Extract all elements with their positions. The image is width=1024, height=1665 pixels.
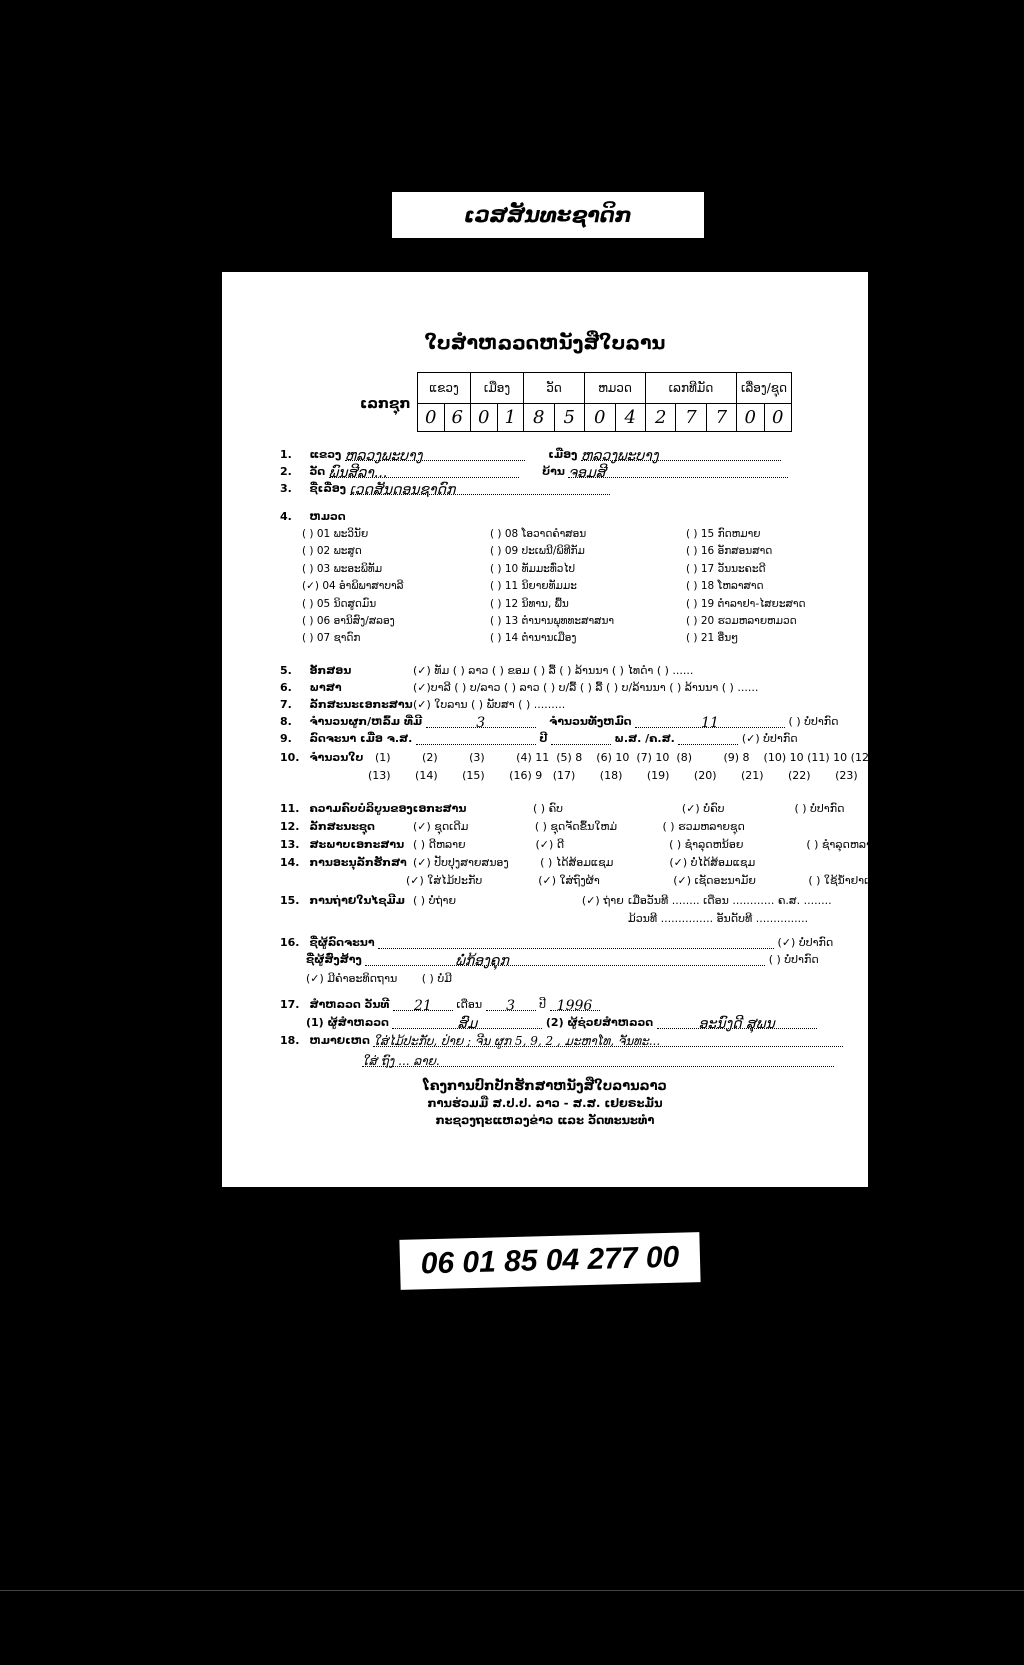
category-option: ( ) 08 ໂອວາດຄຳສອນ [490, 528, 587, 540]
field-number: 3. [280, 482, 292, 495]
form-footer [222, 1078, 868, 1129]
field-label: ສຳຫລວດ ວັນທີ [309, 998, 390, 1011]
category-option: ( ) 16 ອັກສອນສາດ [686, 545, 773, 558]
script-options: (✓) ທັມ ( ) ລາວ ( ) ຂອມ ( ) ລື້ ( ) ລ້ານນາ ( ) ໄທດຳ ( ) ...... [413, 664, 694, 677]
preservation-options-2: (✓) ໃສ່ໄມ້ປະກັບ (✓) ໃສ່ຖົງຜ້າ (✓) ເຊັດອະນາມັຍ ( ) ໃຊ້ນ້ຳຢາເຄມີ [406, 874, 884, 887]
category-option: ( ) 11 ນິຍາຍທັມມະ [490, 580, 577, 593]
prayer-options: (✓) ມີຄຳອະທິດຖານ ( ) ບໍ່ມີ [306, 972, 452, 985]
field-value-line [416, 732, 536, 745]
code-header-cell: ຫມວດ [585, 373, 646, 404]
field-temple [280, 465, 788, 481]
field-label: ສະພາບເອກະສານ [309, 838, 405, 851]
field-label: ເດືອນ [456, 998, 483, 1011]
field-number: 17. [280, 998, 300, 1011]
document-title-card: ເວສສັນທະຊາດິກ [392, 192, 704, 238]
condition-options: ( ) ດີຫລາຍ (✓) ດີ ( ) ຊຳລຸດຫນ້ອຍ ( ) ຊຳລຸດຫລາຍ [413, 838, 880, 851]
category-option: ( ) 13 ຕຳນານພຸທທະສາສນາ [490, 615, 615, 627]
field-number: 14. [280, 856, 300, 869]
field-condition [280, 838, 880, 851]
field-number: 5. [280, 664, 292, 677]
field-label: ຈຳນວນຜູກ/ຫລົ້ມ ທີ່ມີ [309, 715, 423, 728]
field-value-line [635, 715, 785, 731]
bottom-edge-line [0, 1590, 1024, 1591]
assistant-value: ອະນົງດີ ສຸພນ [698, 1016, 775, 1032]
field-number: 9. [280, 732, 292, 745]
field-label: ເມືອງ [548, 448, 578, 461]
id-number-strip: 06 01 85 04 277 00 [399, 1232, 700, 1290]
field-script [280, 664, 693, 677]
field-value-line [550, 998, 600, 1014]
survey-month: 3 [506, 998, 516, 1014]
notes-line1: ໃສ່ໄມ້ປະກັບ, ປ່າຍ ; ຈີນ ຜູກ 5, 9, 2 , ມະຫາໂທ, ຈັນທະ... [373, 1034, 661, 1048]
microfilm-reel: ມ້ວນທີ ............... ອັນດັບທີ ............... [628, 912, 809, 925]
field-label: (2) ຜູ້ຊ່ວຍສຳຫລວດ [545, 1016, 654, 1029]
field-number: 1. [280, 448, 292, 461]
field-value-line [657, 1016, 817, 1032]
field-label: ຫມວດ [309, 510, 346, 523]
field-label: ຈຳນວນໃບ [309, 751, 364, 764]
language-options: (✓)ບາລີ ( ) ບ/ລາວ ( ) ລາວ ( ) ບ/ລື້ ( ) ລື້ ( ) ບ/ລ້ານນາ ( ) ລ້ານນາ ( ) ...... [413, 681, 759, 694]
field-label: ຈຳນວນທັງຫມົດ [549, 715, 632, 728]
footer-project: ໂຄງການປົກປັກຮັກສາຫນັງສືໃບລານລາວ [423, 1079, 667, 1094]
code-digit: 1 [497, 404, 524, 432]
scribe-unknown: (✓) ບໍ່ປາກົດ [777, 936, 834, 949]
category-option: ( ) 21 ອື່ນໆ [686, 632, 739, 645]
field-survey-date [280, 998, 600, 1014]
category-option: ( ) 18 ໂຫລາສາດ [686, 580, 764, 593]
field-value-line [349, 482, 610, 498]
field-number: 18. [280, 1034, 300, 1047]
category-option: ( ) 01 ພະວິນັຍ [302, 528, 369, 540]
field-microfilm [280, 894, 624, 907]
code-digit: 7 [676, 404, 706, 432]
field-completeness [280, 802, 844, 815]
province-value: ຫລວງພະບາງ [344, 448, 423, 464]
field-number: 13. [280, 838, 300, 851]
category-option: ( ) 19 ຕຳລາຢາ-ໄສຍະສາດ [686, 597, 806, 610]
code-header-row [418, 373, 792, 404]
date-unknown: (✓) ບໍ່ປາກົດ [741, 732, 798, 745]
field-number: 11. [280, 802, 300, 815]
category-option: ( ) 15 ກົດຫມາຍ [686, 528, 761, 540]
field-number: 6. [280, 681, 292, 694]
field-value-line [373, 1034, 843, 1047]
microfilm-options: ( ) ບໍ່ຖ່າຍ (✓) ຖ່າຍ [413, 894, 624, 907]
field-label: ຄວາມຄົບບໍລິບູນຂອງເອກະສານ [309, 802, 467, 815]
category-option: ( ) 17 ວັນນະຄະດີ [686, 562, 766, 575]
field-value-line [328, 465, 519, 481]
set-type-options: (✓) ຊຸດເດີມ ( ) ຊຸດຈັດຂຶ້ນໃຫມ່ ( ) ຮວມຫລາຍຊຸດ [413, 820, 745, 833]
code-digit: 6 [444, 404, 471, 432]
category-option: ( ) 06 ອານິສົງ/ສລອງ [302, 615, 395, 627]
code-header-cell: ແຂວງ [418, 373, 471, 404]
title-value: ເວດສັນດອນຊາດົກ [349, 482, 456, 498]
completeness-options: ( ) ຄົບ (✓) ບໍ່ຄົບ ( ) ບໍ່ປາກົດ [533, 802, 845, 815]
temple-value: ພົນສີລາ... [328, 465, 388, 481]
field-number: 8. [280, 715, 292, 728]
code-digit-row [418, 404, 792, 432]
code-digit: 7 [706, 404, 736, 432]
field-sponsor [306, 953, 819, 969]
field-label: ປີ [539, 998, 546, 1011]
field-set-type [280, 820, 745, 833]
code-digit: 2 [646, 404, 676, 432]
code-digit: 0 [418, 404, 445, 432]
survey-form-page [222, 272, 905, 1187]
leaf-count-row2: (13) (14) (15) (16) 9 (17) (18) (19) (20) (21) (22) (23) (24) [368, 769, 905, 782]
total-value: 11 [701, 715, 719, 731]
field-label: ການຖ່າຍໃນໄຊມີມ [309, 894, 405, 907]
field-date-written [280, 732, 798, 745]
field-value-line [392, 1016, 542, 1032]
code-digit: 5 [554, 404, 585, 432]
bundles-value: 3 [476, 715, 486, 731]
notes-line2: ໃສ່ ຖົງ ... ລາຍ. [362, 1054, 440, 1068]
field-label: ພາສາ [309, 681, 342, 694]
code-digit: 0 [471, 404, 498, 432]
surveyor-value: ສົມ [457, 1016, 478, 1032]
field-preservation [280, 856, 755, 869]
preservation-options: (✓) ປັບປຸງສາຍສນອງ ( ) ໄດ້ສ້ອມແຊມ (✓) ບໍ່ໄດ້ສ້ອມແຊມ [413, 856, 756, 869]
sponsor-unknown: ( ) ບໍ່ປາກົດ [768, 953, 819, 966]
category-option: ( ) 10 ທັມມະທົ່ວໄປ [490, 562, 576, 575]
field-value-line [344, 448, 525, 464]
sponsor-value: ພໍ່ກ້ອງຄຸກ [455, 953, 509, 969]
code-digit: 8 [524, 404, 555, 432]
material-options: (✓) ໃບລານ ( ) ພັບສາ ( ) ......... [413, 698, 566, 711]
category-option: ( ) 03 ພະອະພິທັມ [302, 562, 383, 575]
field-title [280, 482, 610, 498]
field-value-line [362, 1054, 834, 1067]
field-number: 15. [280, 894, 300, 907]
field-notes [280, 1034, 843, 1047]
footer-ministry: ກະຊວງຖະແຫລງຂ່າວ ແລະ ວັດທະນະທຳ [435, 1113, 655, 1127]
field-label: ຊື່ຜູ້ລົດຈະນາ [309, 936, 375, 949]
district-value: ຫລວງພະບາງ [580, 448, 659, 464]
field-label: ແຂວງ [309, 448, 342, 461]
field-value-line [365, 953, 765, 969]
category-option: ( ) 20 ຮວມຫລາຍຫມວດ [686, 615, 797, 627]
field-surveyors [306, 1016, 817, 1032]
code-digit: 0 [737, 404, 765, 432]
field-value-line [580, 448, 781, 464]
category-option: ( ) 09 ປະເພນີ/ພິທີກັມ [490, 545, 585, 558]
code-digit: 0 [585, 404, 616, 432]
field-label: ການອະນຸລັກຮັກສາ [309, 856, 407, 869]
field-label: ບ້ານ [542, 465, 565, 478]
field-scribe [280, 936, 833, 949]
field-label: ລັກສະນະຊຸດ [309, 820, 375, 833]
field-label: ຫມາຍເຫດ [309, 1034, 370, 1047]
code-header-cell: ເລກທີມັດ [646, 373, 737, 404]
field-value-line [486, 998, 536, 1014]
category-option: ( ) 02 ພະສູດ [302, 545, 362, 558]
bundles-unknown: ( ) ບໍ່ປາກົດ [788, 715, 839, 728]
code-label: ເລກຊຸກ [360, 396, 411, 412]
category-option: ( ) 12 ນິທານ, ພື້ນ [490, 597, 569, 610]
field-label: ປີ [539, 732, 548, 745]
village-value: ຈອມສີ [568, 465, 606, 481]
category-option: (✓) 04 ອໍາພິພາສາບາລີ [302, 580, 404, 593]
field-value-line [426, 715, 536, 731]
survey-day: 21 [414, 998, 432, 1014]
field-category-heading [280, 510, 346, 523]
field-province [280, 448, 781, 464]
field-label: ອັກສອນ [309, 664, 352, 677]
category-option: ( ) 05 ນິດສູດມົນ [302, 597, 377, 610]
field-number: 10. [280, 751, 300, 764]
code-table [417, 372, 792, 432]
field-material [280, 698, 565, 711]
field-label: ວັດ [309, 465, 326, 478]
field-label: ລັກສະນະເອກະສານ [309, 698, 413, 711]
footer-cooperation: ການຮ່ວມມື ສ.ປ.ປ. ລາວ - ສ.ສ. ເຢຍຣະມັນ [427, 1096, 663, 1110]
field-language [280, 681, 758, 694]
field-value-line [551, 732, 611, 745]
field-label: ພ.ສ. /ຄ.ສ. [614, 732, 675, 745]
field-notes-2 [362, 1054, 834, 1067]
field-value-line [393, 998, 453, 1014]
code-header-cell: ວັດ [524, 373, 585, 404]
field-number: 4. [280, 510, 292, 523]
code-header-cell: ເລື່ອງ/ຊຸດ [737, 373, 792, 404]
field-value-line [378, 936, 774, 949]
leaf-count-row1: (1) (2) (3) (4) 11 (5) 8 (6) 10 (7) 10 (8) (9) 8 (10) 10 (11) 10 (12) [375, 751, 874, 764]
field-label: ຊື່ເລື່ອງ [309, 482, 347, 495]
category-option: ( ) 14 ຕຳນານເມືອງ [490, 632, 577, 645]
field-value-line [568, 465, 788, 481]
category-option: ( ) 07 ຊາດົກ [302, 632, 361, 645]
code-digit: 4 [615, 404, 646, 432]
field-label: (1) ຜູ້ສຳຫລວດ [306, 1016, 389, 1029]
form-title: ໃບສຳຫລວດຫນັງສືໃບລານ [424, 332, 666, 354]
field-number: 7. [280, 698, 292, 711]
field-label: ຊື່ຜູ້ສົ່ງສ້າງ [306, 953, 362, 966]
code-digit: 0 [764, 404, 792, 432]
field-number: 2. [280, 465, 292, 478]
survey-year: 1996 [556, 998, 593, 1014]
field-value-line [678, 732, 738, 745]
field-label: ລົດຈະນາ ເມື່ອ ຈ.ສ. [309, 732, 413, 745]
field-leaf-count [280, 751, 873, 764]
field-bundles [280, 715, 839, 731]
microfilm-date: ເມື່ອວັນທີ ........ ເດືອນ ............ ຄ.ສ. ........ [628, 894, 832, 907]
code-header-cell: ເມືອງ [471, 373, 524, 404]
field-number: 12. [280, 820, 300, 833]
field-number: 16. [280, 936, 300, 949]
